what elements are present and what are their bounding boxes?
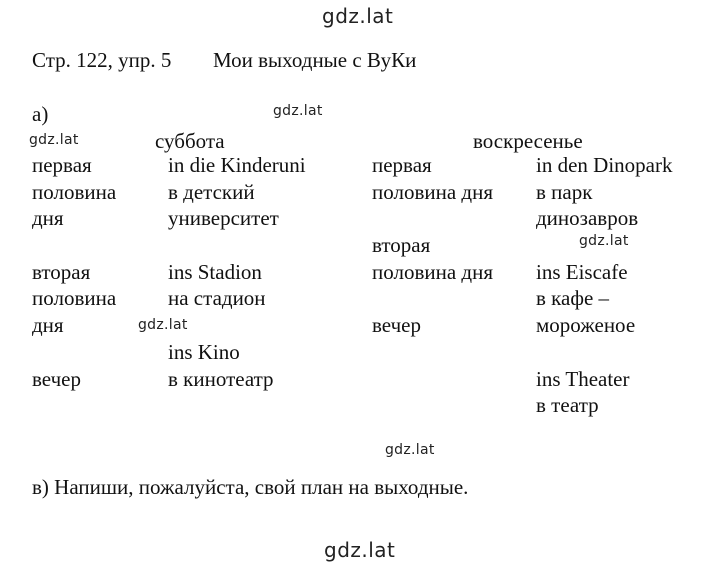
watermark-mid-left: gdz.lat xyxy=(138,317,188,333)
sunday-time-line xyxy=(372,285,493,312)
saturday-activity-line: in die Kinderuni xyxy=(168,153,306,177)
sunday-activity-line: динозавров xyxy=(536,206,639,231)
section-a-label: а) xyxy=(32,102,49,126)
sunday-heading: воскресенье xyxy=(473,129,583,153)
saturday-time-line: половина xyxy=(32,286,117,311)
page-title: Мои выходные с ВуКи xyxy=(213,48,417,72)
saturday-activity-line: ins Stadion xyxy=(168,259,262,284)
saturday-activities-column xyxy=(168,152,306,392)
saturday-activity-line: в кинотеатр xyxy=(168,366,274,391)
saturday-time-line: вечер xyxy=(32,366,81,391)
page-reference: Стр. 122, упр. 5 xyxy=(32,48,172,72)
saturday-time-line: вторая xyxy=(32,259,91,284)
sunday-times-column xyxy=(372,152,493,339)
saturday-time-line: первая xyxy=(32,153,92,177)
watermark-left-margin: gdz.lat xyxy=(29,132,79,148)
sunday-activity-line: мороженое xyxy=(536,313,636,338)
sunday-activity-line: в парк xyxy=(536,179,593,204)
sunday-activity-line: ins Eiscafe xyxy=(536,259,628,284)
saturday-activity-line xyxy=(168,312,306,339)
sunday-activity-line: in den Dinopark xyxy=(536,153,673,177)
sunday-activity-line: ins Theater xyxy=(536,366,630,391)
saturday-activity-line: ins Kino xyxy=(168,339,240,364)
sunday-activity-line: в кафе – xyxy=(536,286,610,311)
saturday-activity-line xyxy=(168,232,306,259)
saturday-activity-line: в детский xyxy=(168,179,255,204)
section-b-task: в) Напиши, пожалуйста, свой план на выходные. xyxy=(32,475,469,499)
sunday-time-line xyxy=(372,205,493,232)
watermark-top: gdz.lat xyxy=(322,4,394,28)
sunday-activities-column xyxy=(536,152,672,419)
sunday-activity-line: в театр xyxy=(536,393,599,418)
watermark-mid-bottom: gdz.lat xyxy=(385,442,435,458)
saturday-activity-line: университет xyxy=(168,206,279,231)
saturday-time-line: половина xyxy=(32,179,117,204)
watermark-sunday: gdz.lat xyxy=(579,233,629,249)
sunday-time-line: первая xyxy=(372,153,432,177)
sunday-time-line: половина дня xyxy=(372,259,493,284)
saturday-activity-line: на стадион xyxy=(168,286,266,311)
saturday-heading: суббота xyxy=(155,129,225,153)
sunday-time-line: половина дня xyxy=(372,179,493,204)
sunday-activity-line xyxy=(536,232,672,259)
watermark-section-a: gdz.lat xyxy=(273,103,323,119)
sunday-activity-line xyxy=(536,339,672,366)
saturday-time-line: дня xyxy=(32,313,64,338)
sunday-time-line: вечер xyxy=(372,313,421,338)
saturday-time-line xyxy=(32,339,116,366)
saturday-time-line xyxy=(32,232,116,259)
sunday-time-line: вторая xyxy=(372,233,431,258)
saturday-times-column xyxy=(32,152,116,392)
saturday-time-line: дня xyxy=(32,206,64,231)
watermark-bottom: gdz.lat xyxy=(324,538,396,562)
